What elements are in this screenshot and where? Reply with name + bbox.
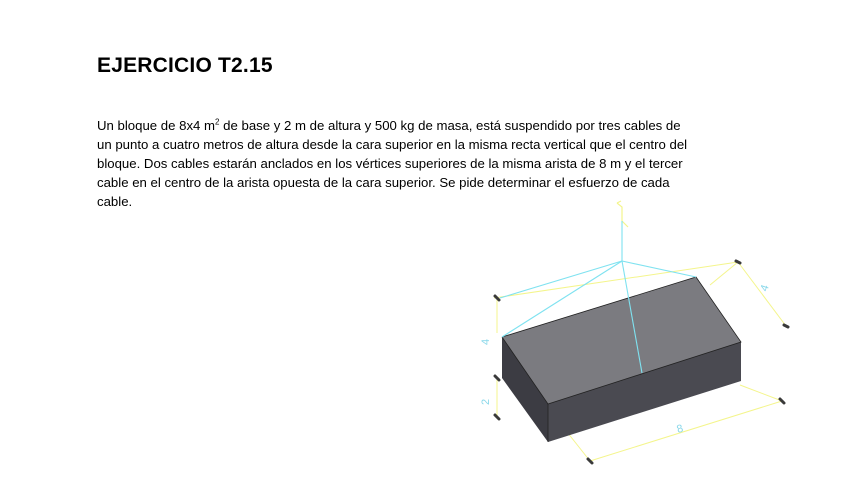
dim-label-height-cables: 4 xyxy=(480,338,492,345)
block-diagram xyxy=(470,195,800,470)
extension-line-right xyxy=(740,385,782,401)
dim-label-width: 4 xyxy=(758,283,772,293)
dim-label-block-height: 2 xyxy=(480,398,492,405)
block xyxy=(502,277,741,442)
problem-text-part1: Un bloque de 8x4 m xyxy=(97,118,216,133)
dim-label-length: 8 xyxy=(675,422,685,436)
dim-line-width-4 xyxy=(738,262,786,326)
superscript-2: 2 xyxy=(215,117,220,127)
exercise-title: EJERCICIO T2.15 xyxy=(97,54,273,77)
cable-dimension-ref xyxy=(500,261,622,298)
cable-back-vertex xyxy=(622,261,696,277)
problem-text-part2: de base y 2 m de altura y 500 kg de masa, está suspendido por tres cables de un punto a cuatro metros de altura desde la cara superior en la misma recta vertical que el centro del bloque. Dos cables estarán anclados en los vértices superiores de la misma arista de 8 m y el tercer cable en el centro de la arista opuesta de la cara superior. Se pide determinar el esfuerzo de cada cable. xyxy=(97,118,688,209)
